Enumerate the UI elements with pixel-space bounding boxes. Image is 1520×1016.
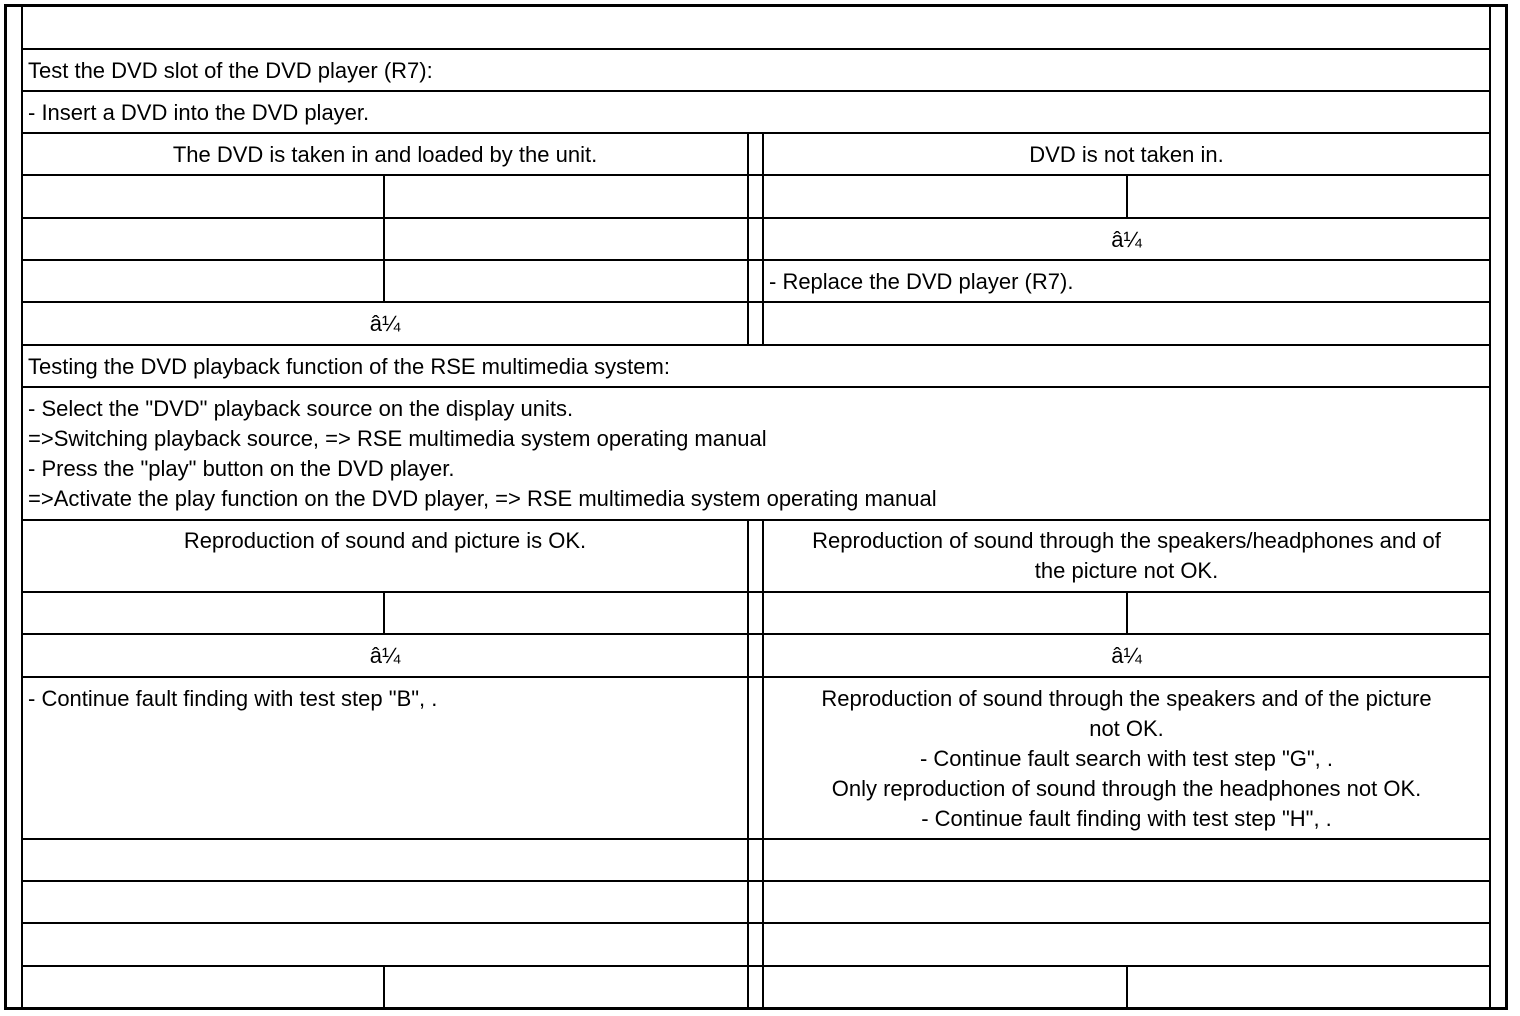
result-playback-not-ok-line: Reproduction of sound through the speakers/headphones and of	[812, 528, 1441, 553]
arrow-down-icon: â¼	[369, 643, 401, 668]
section-heading-playback: Testing the DVD playback function of the RSE multimedia system:	[28, 354, 670, 379]
instruction-line: =>Activate the play function on the DVD player, => RSE multimedia system operating manual	[28, 486, 937, 511]
row-line	[21, 90, 1491, 92]
row-line	[21, 48, 1491, 50]
action-line: not OK.	[1089, 716, 1164, 741]
row-line	[21, 132, 1491, 134]
action-line: Only reproduction of sound through the headphones not OK.	[831, 776, 1422, 801]
action-continue-step-b: - Continue fault finding with test step "B", .	[28, 686, 438, 711]
row-line	[21, 676, 1491, 678]
row-line	[21, 838, 1491, 840]
quarter-divider	[383, 592, 385, 634]
action-line: Reproduction of sound through the speakers and of the picture	[821, 686, 1432, 711]
quarter-divider	[383, 966, 385, 1008]
row-line	[21, 633, 1491, 635]
instruction-insert-dvd: - Insert a DVD into the DVD player.	[28, 100, 370, 125]
quarter-divider	[1126, 175, 1128, 218]
action-line: - Continue fault search with test step "G", .	[919, 746, 1334, 771]
quarter-divider	[1126, 966, 1128, 1008]
row-line	[21, 301, 1491, 303]
action-replace-dvd-player: - Replace the DVD player (R7).	[769, 269, 1074, 294]
row-line	[21, 259, 1491, 261]
row-line	[21, 880, 1491, 882]
row-line	[21, 965, 1491, 967]
row-line	[21, 217, 1491, 219]
row-line	[21, 174, 1491, 176]
result-playback-not-ok-line: the picture not OK.	[1034, 558, 1219, 583]
result-dvd-not-taken: DVD is not taken in.	[1029, 142, 1224, 167]
arrow-down-icon: â¼	[369, 311, 401, 336]
result-playback-ok: Reproduction of sound and picture is OK.	[183, 528, 587, 553]
arrow-down-icon: â¼	[1111, 227, 1142, 252]
middle-divider	[747, 520, 749, 1008]
quarter-divider	[1126, 592, 1128, 634]
instruction-line: - Select the "DVD" playback source on the display units.	[28, 396, 574, 421]
action-line: - Continue fault finding with test step "H", .	[921, 806, 1332, 831]
row-line	[21, 519, 1491, 521]
row-line	[21, 344, 1491, 346]
right-inner-border	[1489, 6, 1491, 1008]
row-line	[21, 386, 1491, 388]
instruction-line: =>Switching playback source, => RSE multimedia system operating manual	[28, 426, 767, 451]
arrow-down-icon: â¼	[1111, 643, 1142, 668]
row-line	[21, 922, 1491, 924]
section-heading-dvd-slot: Test the DVD slot of the DVD player (R7):	[28, 58, 433, 83]
row-line	[21, 591, 1491, 593]
middle-divider	[747, 133, 749, 345]
quarter-divider	[383, 175, 385, 302]
result-dvd-loaded: The DVD is taken in and loaded by the unit.	[172, 142, 598, 167]
instruction-line: - Press the "play" button on the DVD player.	[28, 456, 455, 481]
